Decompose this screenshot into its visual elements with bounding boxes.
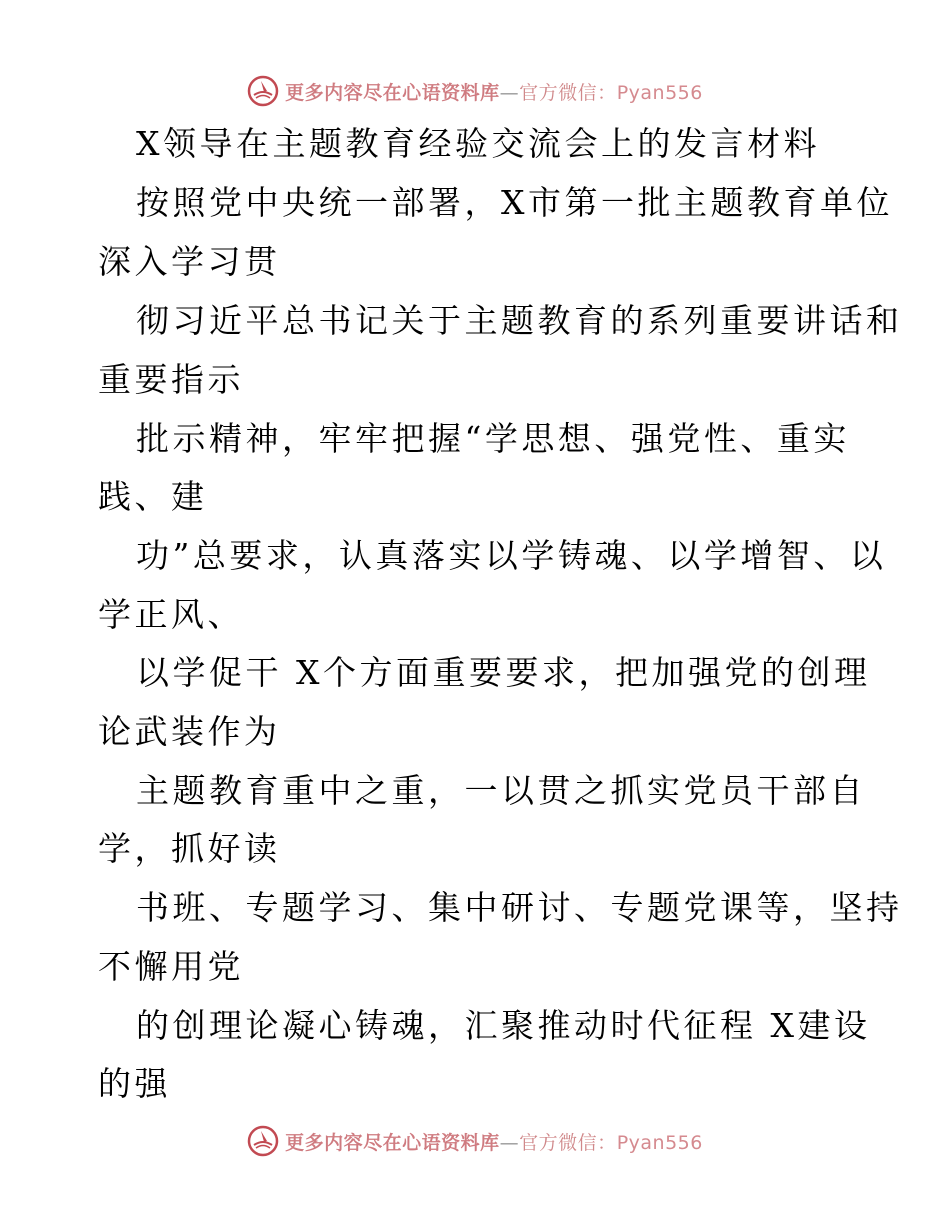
- watermark-main-text: 更多内容尽在心语资料库: [285, 81, 500, 104]
- watermark-handle: Pyan556: [616, 1131, 703, 1154]
- text-line: 学，抓好读: [98, 829, 281, 868]
- watermark-separator: —: [499, 1131, 520, 1154]
- text-line: 不懈用党: [98, 947, 244, 986]
- text-line: 的强: [98, 1064, 171, 1103]
- text-line: 深入学习贯: [98, 242, 281, 281]
- watermark-separator: —: [499, 81, 520, 104]
- watermark-handle: Pyan556: [616, 81, 703, 104]
- text-line: 的创理论凝心铸魂，汇聚推动时代征程 X建设: [136, 1006, 871, 1045]
- document-title: X领导在主题教育经验交流会上的发言材料: [136, 124, 820, 163]
- text-line: 书班、专题学习、集中研讨、专题党课等，坚持: [136, 888, 903, 927]
- watermark-label: 官方微信：: [519, 1131, 617, 1154]
- text-line: 以学促干 X个方面重要要求，把加强党的创理: [136, 653, 871, 692]
- text-line: 论武装作为: [98, 712, 281, 751]
- watermark-label: 官方微信：: [519, 81, 617, 104]
- text-line: 功”总要求，认真落实以学铸魂、以学增智、以: [136, 536, 887, 575]
- footer-watermark: [0, 1121, 950, 1161]
- header-watermark: [0, 71, 950, 111]
- watermark-main-text: 更多内容尽在心语资料库: [285, 1131, 500, 1154]
- text-line: 践、建: [98, 477, 208, 516]
- book-pen-logo-icon: [247, 1125, 279, 1157]
- text-line: 主题教育重中之重，一以贯之抓实党员干部自: [136, 771, 866, 810]
- text-line: 批示精神，牢牢把握“学思想、强党性、重实: [136, 419, 850, 458]
- text-line: 按照党中央统一部署，X市第一批主题教育单位: [136, 183, 893, 222]
- text-line: 学正风、: [98, 595, 244, 634]
- book-pen-logo-icon: [247, 75, 279, 107]
- text-line: 重要指示: [98, 360, 244, 399]
- text-line: 彻习近平总书记关于主题教育的系列重要讲话和: [136, 301, 903, 340]
